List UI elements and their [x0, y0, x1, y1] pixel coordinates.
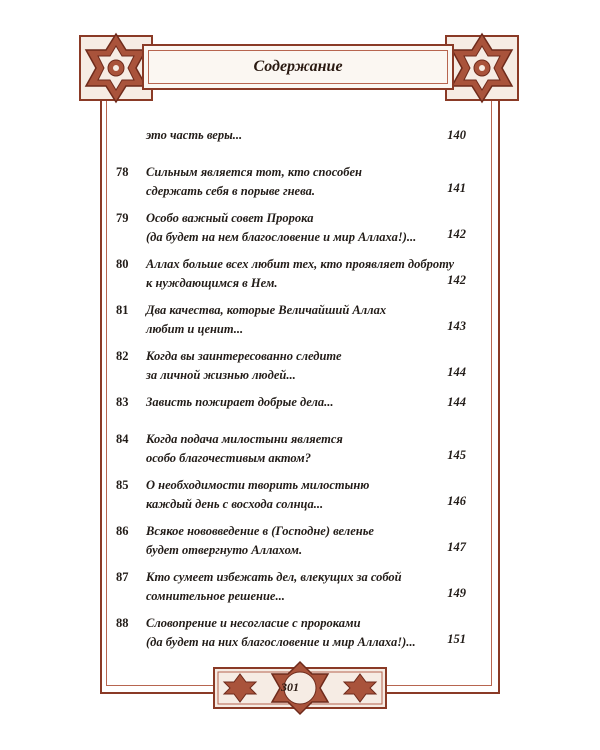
entry-page: 144 — [447, 395, 466, 409]
toc-entry — [116, 209, 466, 244]
entry-title: Два качества, которые Величайший Аллах любит и ценит... — [146, 303, 387, 336]
table-of-contents — [116, 126, 466, 660]
entry-title: Когда вы заинтересованно следите за личной жизнью людей... — [146, 349, 342, 382]
entry-number: 88 — [116, 616, 129, 630]
entry-page: 147 — [447, 540, 466, 554]
toc-entry — [116, 614, 466, 649]
toc-entry — [116, 347, 466, 382]
entry-page: 149 — [447, 586, 466, 600]
entry-page: 143 — [447, 319, 466, 333]
entry-title: Зависть пожирает добрые дела... — [146, 395, 334, 409]
entry-number: 86 — [116, 524, 129, 538]
entry-number: 80 — [116, 257, 129, 271]
entry-number: 87 — [116, 570, 129, 584]
entry-page: 145 — [447, 448, 466, 462]
toc-entry — [116, 430, 466, 465]
entry-title: Словопрение и несогласие с пророками (да будет на них благословение и мир Аллаха!)... — [146, 616, 416, 649]
toc-entry — [116, 476, 466, 511]
toc-entry — [116, 126, 466, 145]
entry-title: Всякое нововведение в (Господне) веленье будет отвергнуто Аллахом. — [146, 524, 374, 557]
toc-entry — [116, 255, 466, 290]
entry-page: 140 — [447, 128, 466, 142]
entry-page: 142 — [447, 227, 466, 241]
entry-title: О необходимости творить милостыню каждый день с восхода солнца... — [146, 478, 370, 511]
page-title: Содержание — [253, 58, 343, 75]
entry-title: это часть веры... — [146, 128, 243, 142]
toc-entry — [116, 301, 466, 336]
toc-entry — [116, 568, 466, 603]
entry-page: 142 — [447, 273, 466, 287]
entry-number: 85 — [116, 478, 129, 492]
entry-title: Когда подача милостыни является особо благочестивым актом? — [146, 432, 343, 465]
entry-page: 146 — [447, 494, 466, 508]
entry-number: 83 — [116, 395, 129, 409]
toc-entry — [116, 163, 466, 198]
entry-number: 81 — [116, 303, 129, 317]
toc-entry — [116, 522, 466, 557]
toc-entry — [116, 393, 466, 412]
entry-number: 82 — [116, 349, 129, 363]
entry-title: Сильным является тот, кто способен сдержать себя в порыве гнева. — [146, 165, 362, 198]
entry-page: 144 — [447, 365, 466, 379]
entry-title: Особо важный совет Пророка (да будет на нем благословение и мир Аллаха!)... — [146, 211, 417, 244]
header-bar — [142, 44, 454, 90]
entry-title: Аллах больше всех любит тех, кто проявляет доброту к нуждающимся в Нем. — [146, 257, 455, 290]
entry-page: 141 — [447, 181, 466, 195]
entry-number: 78 — [116, 165, 129, 179]
page-number: 301 — [281, 679, 299, 694]
entry-page: 151 — [447, 632, 466, 646]
entry-number: 79 — [116, 211, 129, 225]
entry-number: 84 — [116, 432, 129, 446]
entry-title: Кто сумеет избежать дел, влекущих за собой сомнительное решение... — [146, 570, 402, 603]
